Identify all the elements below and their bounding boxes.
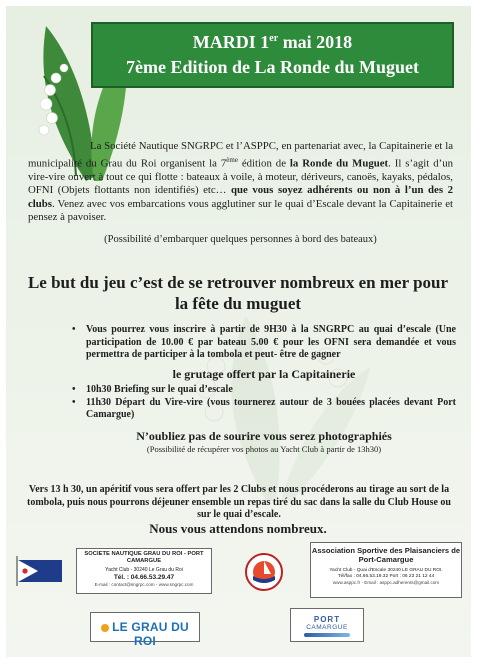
intro-section: [28, 140, 453, 246]
sngrpc-phone: Tél. : 04.66.53.29.47: [113, 574, 175, 581]
sngrpc-flag-logo: [14, 552, 68, 588]
list-item-depart: • 11h30 Départ du Vire-vire (vous tournerez autour de 3 bouées placées devant Port Camargue): [72, 397, 456, 422]
aperitif-paragraph: Vers 13 h 30, un apéritif vous sera offert par les 2 Clubs et nous procéderons au tirage au sort de la tombola, puis nous pourrons déjeuner ensemble un repas tiré du sac dans la salle du Club House ou sur le quai d’escale.: [27, 484, 451, 520]
asppc-address: Yacht Club - Quai d'Escale 30240 LE GRAU DU ROI.: [329, 568, 443, 573]
list-item-briefing: • 10h30 Briefing sur le quai d’escale: [72, 384, 456, 397]
event-edition-title: 7ème Edition de La Ronde du Muguet: [125, 57, 420, 77]
intro-paragraph: La Société Nautique SNGRPC et l’ASPPC, en partenariat avec, la Capitainerie et la municipalité du Grau du Roi organisent la 7ème édition de la Ronde du Muguet. Il s’agit d’un vire-vire ouvert à tout ce qui flotte : bateaux à voile, à moteur, dériveurs, canoës, kayaks, pédalos, OFNI (Objets flottants non identifiés) etc… que vous soyez adhérents ou non à l’un des 2 clubs. Venez avec vos embarcations vous agglutiner sur le quai d’Escale devant la Capitainerie et pensez à pavoiser.: [28, 140, 453, 224]
program-list: [72, 324, 456, 456]
sngrpc-email: E-mail : contact@sngrpc.com - www.sngrpc.com: [94, 582, 194, 587]
photo-note: (Possibilité de récupérer vos photos au Yacht Club à partir de 13h30): [146, 444, 382, 454]
camargue-wordmark: CAMARGUE: [306, 624, 348, 631]
grau-du-roi-logo: [90, 612, 200, 648]
asppc-web: www.asppc.fr - Email : asppc.adherents@gmail.com: [332, 580, 440, 585]
goal-heading: Le but du jeu c’est de se retrouver nombreux en mer pour la fête du muguet: [27, 273, 449, 313]
sngrpc-contact-card: [76, 548, 212, 594]
sngrpc-address: Yacht Club - 30240 Le Grau du Roi: [105, 567, 183, 573]
grutage-line: le grutage offert par la Capitainerie: [172, 366, 356, 381]
event-title-banner: [91, 22, 454, 88]
asppc-contact-card: [310, 542, 462, 598]
list-item-inscription: • Vous pourrez vous inscrire à partir de 9H30 à la SNGRPC au quai d’escale (Une participation de 10.00 € par bateau 5.00 € pour les OFNI sera demandée et vous permettra de participer à la tombola et peut- être de gagner: [72, 324, 456, 362]
port-wordmark: PORT: [313, 615, 341, 624]
asppc-phone: Tél/fax : 04.66.53.19.32 Port : 06 23 21 12 44: [337, 574, 435, 579]
event-date: MARDI 1er mai 2018: [192, 32, 353, 52]
boarding-note: (Possibilité d’embarquer quelques personnes à bord des bateaux): [104, 233, 377, 245]
port-camargue-logo: [290, 608, 364, 642]
asppc-emblem-logo: [244, 552, 284, 592]
wave-icon: [304, 633, 350, 637]
grau-du-roi-wordmark: LE GRAU DU ROI: [112, 620, 189, 648]
sun-icon: [101, 624, 109, 632]
sngrpc-name: SOCIETE NAUTIQUE GRAU DU ROI - PORT CAMARGUE: [84, 551, 204, 564]
asppc-name: Association Sportive des Plaisanciers de Port-Camargue: [311, 546, 461, 564]
photo-line: N’oubliez pas de sourire vous serez photographiés: [136, 428, 392, 443]
closing-line: Nous vous attendons nombreux.: [149, 521, 327, 536]
